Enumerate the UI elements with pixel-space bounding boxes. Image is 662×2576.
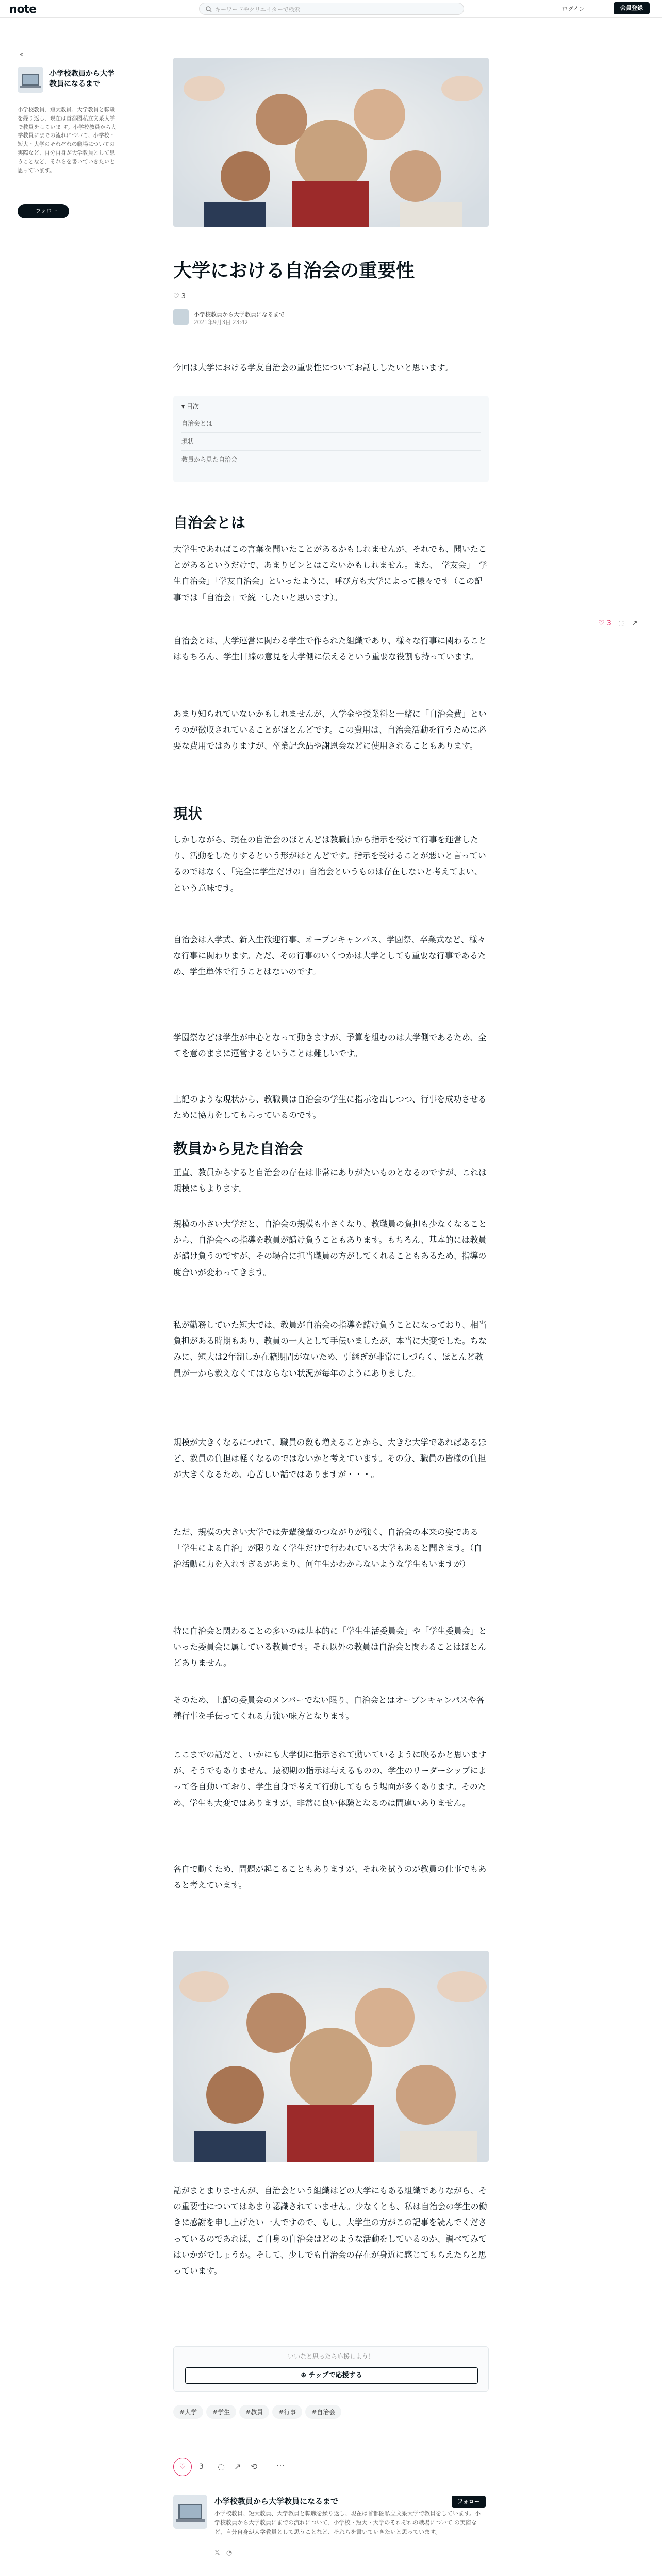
tag[interactable]: #教員 xyxy=(239,2405,269,2419)
twitter-icon[interactable]: 𝕏 xyxy=(214,2549,220,2557)
toc-title-label: 目次 xyxy=(186,403,199,410)
body-paragraph: 特に自治会と関わることの多いのは基本的に「学生生活委員会」や「学生委員会」といった委員会に属している教員です。それ以外の教員は自治会と関わることはほとんどありません。 xyxy=(173,1626,487,1668)
heart-icon: ♡ xyxy=(173,293,179,300)
toc-title[interactable] xyxy=(181,402,481,415)
author-card-follow-button[interactable]: フォロー xyxy=(452,2496,486,2508)
body-paragraph: 正直、教員からすると自治会の存在は非常にありがたいものとなるのですが、これは規模にもよります。 xyxy=(173,1167,487,1194)
body-paragraph: 自治会とは、大学運営に関わる学生で作られた組織であり、様々な行事に関わることはもちろん、学生目線の意見を大学側に伝えるという重要な役割も持っています。 xyxy=(173,636,487,662)
search-placeholder: キーワードやクリエイターで検索 xyxy=(215,6,300,13)
creator-name[interactable]: 小学校教員から大学教員になるまで xyxy=(49,70,114,89)
closing-paragraph: 話がまとまりませんが、自治会という組織はどの大学にもある組織でありながら、その重要性についてはあまり認識されていません。少なくとも、私は自治会の学生の働きに感謝を申し上げたい一人ですので、もし、大学生の方がこの記事を読んでくださっているのであれば、ご自身の自治会はどのような活動をしているのか、調べてみてはいかがでしょうか。そして、少しでも自治会の存在が身近に感じてもらえたらと思っています。 xyxy=(173,2185,487,2276)
floating-actions xyxy=(598,619,638,628)
more-icon[interactable]: ⋯ xyxy=(276,2461,285,2470)
article-title: 大学における自治会の重要性 xyxy=(173,260,415,281)
toc-item[interactable]: 自治会とは xyxy=(181,415,481,433)
like-count: 3 xyxy=(181,293,186,300)
note-logo[interactable]: note xyxy=(9,3,37,16)
like-button[interactable] xyxy=(173,2458,192,2476)
follow-label: フォロー xyxy=(35,208,58,214)
tag[interactable]: #行事 xyxy=(272,2405,302,2419)
tip-button[interactable] xyxy=(185,2367,478,2384)
body-paragraph: 大学生であればこの言葉を聞いたことがあるかもしれませんが、それでも、聞いたことがあるというだけで、あまりピンとはこないかもしれません。また、「学友会」「学生自治会」「学友自治会」といったように、呼び方も大学によって様々です（この記事では「自治会」で統一したいと思います）。 xyxy=(173,544,487,602)
article-like[interactable] xyxy=(173,293,186,300)
comment-icon[interactable]: ◌ xyxy=(618,619,625,628)
body-paragraph: 上記のような現状から、教職員は自治会の学生に指示を出しつつ、行事を成功させるために協力をしてもらっているのです。 xyxy=(173,1094,487,1121)
body-paragraph: 各自で動くため、問題が起こることもありますが、それを拭うのが教員の仕事でもあると考えています。 xyxy=(173,1864,487,1890)
body-paragraph: 規模の小さい大学だと、自治会の規模も小さくなり、教職員の負担も少なくなることから、自治会への指導を教員が請け負うこともあります。もちろん、基本的には教員が請け負うのですが、その場合に担当職員の方がしてくれることもあるため、指導の度合いが変わってきます。 xyxy=(173,1219,487,1277)
site-header xyxy=(0,0,662,18)
author-card-name[interactable]: 小学校教員から大学教員になるまで xyxy=(214,2497,339,2506)
signup-button[interactable]: 会員登録 xyxy=(614,2,650,14)
action-row xyxy=(173,2458,489,2478)
body-paragraph: しかしながら、現在の自治会のほとんどは教職員から指示を受けて行事を運営したり、活動をしたりするという形がほとんどです。指示を受けることが悪いと言っているのではなく、「完全に学生だけの」自治会というものは存在しないと考えてよい、という意味です。 xyxy=(173,835,486,893)
body-paragraph: ここまでの話だと、いかにも大学側に指示されて動いているように映るかと思いますが、そうでもありません。最初期の指示は与えるものの、学生のリーダーシップによって各自動いており、学生自身で考えて行動してもらう場面が多くあります。そのため、学生も大変ではありますが、非常に良い体験となるのは間違いありません。 xyxy=(173,1750,487,1808)
author-card-description: 小学校教員、短大教員、大学教員と転職を繰り返し、現在は首都圏私立文系大学で教員をしています。小学校教員から大学教員にまでの流れについて、小学校・短大・大学のそれぞれの職場について の実際など、自分自身が大学教員として思うことなど、それらを書いていきたいと思っています。 xyxy=(214,2510,481,2536)
like-count: 3 xyxy=(199,2463,204,2471)
creator-avatar[interactable] xyxy=(18,67,43,93)
author-avatar[interactable] xyxy=(173,309,189,325)
tag-list xyxy=(173,2405,489,2419)
follow-button[interactable] xyxy=(18,204,69,218)
author-card-avatar[interactable] xyxy=(173,2495,207,2529)
tip-icon: ⊕ xyxy=(301,2371,309,2379)
chevron-down-icon: ▾ xyxy=(181,403,187,410)
rss-icon[interactable]: ◔ xyxy=(226,2549,233,2557)
tag[interactable]: #自治会 xyxy=(305,2405,341,2419)
tip-button-label: チップで応援する xyxy=(308,2371,362,2379)
floating-like-button[interactable] xyxy=(598,619,611,628)
author-card xyxy=(173,2494,489,2561)
body-paragraph: 私が勤務していた短大では、教員が自治会の指導を請け負うことになっており、相当負担がある時期もあり、教員の一人として手伝いましたが、本当に大変でした。ちなみに、短大は2年制しか在籍期間がないため、引継ぎが非常にしづらく、ほとんど教員が一から教えなくてはならない状況が毎年のようにありました。 xyxy=(173,1320,487,1378)
article-date: 2021年9月3日 23:42 xyxy=(194,319,249,326)
floating-like-count: 3 xyxy=(607,619,611,628)
toc-item[interactable]: 現状 xyxy=(181,433,481,451)
login-link[interactable]: ログイン xyxy=(562,6,585,12)
hero-image xyxy=(173,58,489,227)
section-heading: 教員から見た自治会 xyxy=(173,1140,304,1157)
share-icon[interactable]: ↗ xyxy=(234,2462,241,2471)
heart-icon: ♡ xyxy=(179,2463,186,2471)
author-name[interactable]: 小学校教員から大学教員になるまで xyxy=(194,311,285,318)
tag[interactable]: #学生 xyxy=(206,2405,236,2419)
body-paragraph: 規模が大きくなるにつれて、職員の数も増えることから、大きな大学であればあるほど、教員の負担は軽くなるのではないかと考えています。その分、職員の皆様の負担が大きくなるため、心苦しい話ではありますが・・・。 xyxy=(173,1437,487,1480)
heart-icon: ♡ xyxy=(598,619,605,628)
tip-box xyxy=(173,2346,489,2392)
author-row xyxy=(173,309,489,330)
add-user-icon: + xyxy=(28,208,36,214)
retweet-icon[interactable]: ⟲ xyxy=(251,2462,258,2471)
section-heading: 自治会とは xyxy=(173,514,246,531)
table-of-contents xyxy=(173,396,489,482)
comment-icon[interactable]: ◌ xyxy=(218,2462,225,2471)
body-paragraph: 学園祭などは学生が中心となって動きますが、予算を組むのは大学側であるため、全てを意のままに運営するということは難しいです。 xyxy=(173,1032,487,1059)
body-paragraph: そのため、上記の委員会のメンバーでない限り、自治会とはオープンキャンパスや各種行事を手伝ってくれる力強い味方となります。 xyxy=(173,1695,485,1721)
section-heading: 現状 xyxy=(173,805,203,822)
body-paragraph: 自治会は入学式、新入生歓迎行事、オープンキャンパス、学園祭、卒業式など、様々な行事に関わります。ただ、その行事のいくつかは大学としても重要な行事であるため、学生単体で行うことはないのです。 xyxy=(173,935,486,977)
tag[interactable]: #大学 xyxy=(173,2405,203,2419)
search-input[interactable] xyxy=(199,3,464,15)
intro-paragraph: 今回は大学における学友自治会の重要性についてお話ししたいと思います。 xyxy=(173,363,453,372)
social-icons xyxy=(214,2549,232,2557)
body-paragraph: ただ、規模の大きい大学では先輩後輩のつながりが強く、自治会の本来の姿である「学生による自治」が限りなく学生だけで行われている大学もあると聞きます。（自治活動に力を入れすぎるがあまり、何年生かわからないような学生もいますが） xyxy=(173,1527,482,1569)
share-icon[interactable]: ↗ xyxy=(631,619,638,628)
back-icon[interactable]: « xyxy=(20,50,24,58)
body-paragraph: あまり知られていないかもしれませんが、入学金や授業料と一緒に「自治会費」というのが徴収されていることがほとんどです。この費用は、自治会活動を行うために必要な費用ではありますが、卒業記念品や謝恩会などに使用されることもあります。 xyxy=(173,709,487,751)
toc-item[interactable]: 教員から見た自治会 xyxy=(181,456,238,463)
creator-description: 小学校教員、短大教員、大学教員と転職を繰り返し、現在は首都圏私立文系大学で教員をしていま す。小学校教員から大学教員にまでの流れについて、小学校・短大・大学のそれぞれの職場についての実際など、自分自身が大学教員として思うことなど、それらを書いていきたいと思っています。 xyxy=(18,107,117,174)
article-image xyxy=(173,1951,489,2162)
search-icon xyxy=(206,6,212,14)
tip-prompt: いいなと思ったら応援しよう！ xyxy=(287,2353,374,2360)
